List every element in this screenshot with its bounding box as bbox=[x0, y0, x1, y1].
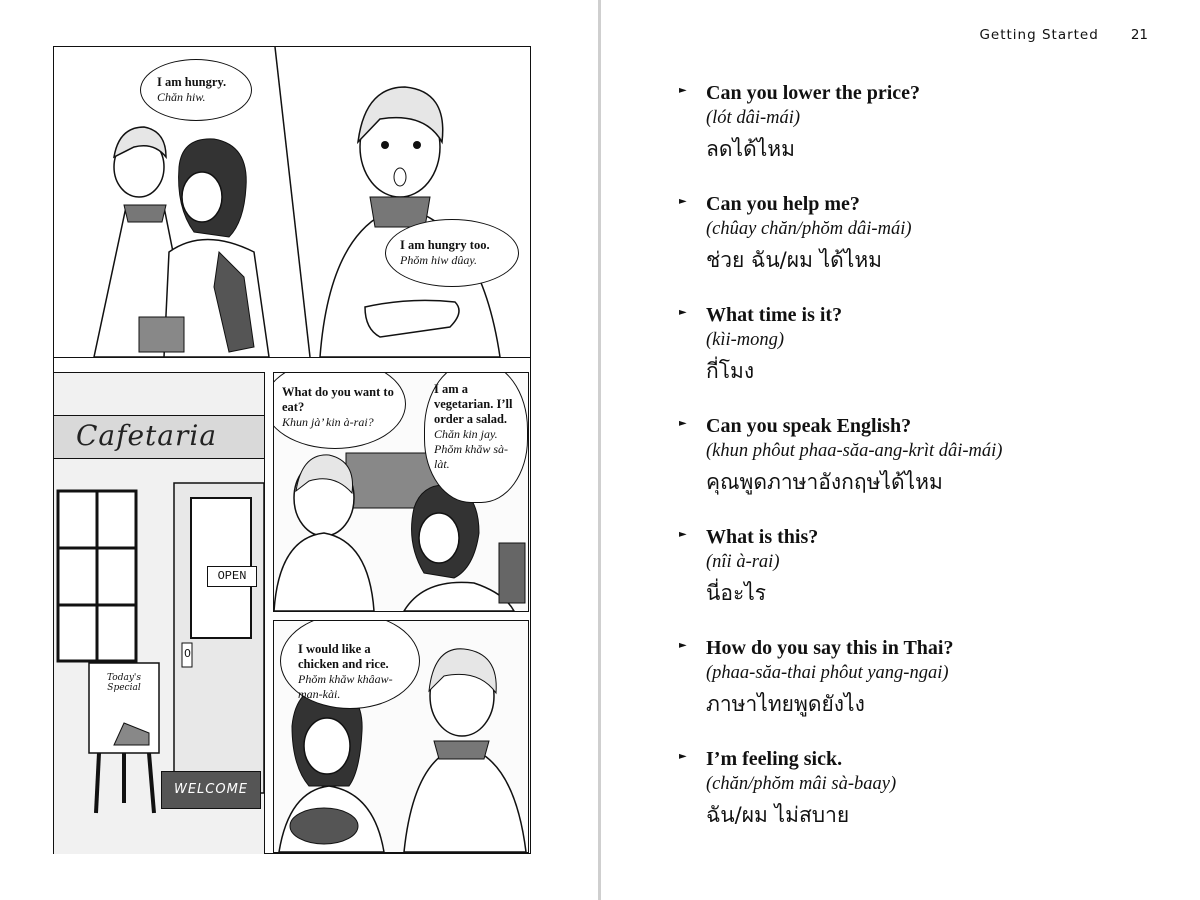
phrase-item bbox=[679, 191, 1179, 302]
bullet-arrow-icon: ► bbox=[679, 307, 687, 318]
bubble-english: I am a vegetarian. I’ll order a salad. bbox=[434, 382, 513, 426]
phrase-thai: ลดได้ไหม bbox=[706, 137, 795, 161]
right-page bbox=[601, 0, 1200, 900]
bubble-transliteration: Chăn kin jay. Phŏm khăw sà-làt. bbox=[434, 427, 508, 471]
phrase-thai: นี่อะไร bbox=[706, 581, 767, 605]
welcome-mat: WELCOME bbox=[161, 771, 261, 809]
bubble-transliteration: Chăn hiw. bbox=[157, 90, 206, 104]
special-board-text: Today's Special bbox=[106, 673, 142, 693]
bubble-english: I am hungry too. bbox=[400, 238, 490, 252]
phrase-transliteration: (nîi à-rai) bbox=[706, 552, 780, 572]
phrase-english: What time is it? bbox=[706, 304, 843, 326]
bullet-arrow-icon: ► bbox=[679, 196, 687, 207]
phrase-english: Can you speak English? bbox=[706, 415, 912, 437]
phrase-thai: ฉัน/ผม ไม่สบาย bbox=[706, 803, 850, 827]
phrase-thai: คุณพูดภาษาอังกฤษได้ไหม bbox=[706, 470, 943, 494]
phrase-item bbox=[679, 635, 1179, 746]
bullet-arrow-icon: ► bbox=[679, 418, 687, 429]
phrase-english: I’m feeling sick. bbox=[706, 748, 843, 770]
phrase-list bbox=[679, 80, 1179, 857]
open-sign: OPEN bbox=[207, 566, 257, 587]
phrase-item bbox=[679, 524, 1179, 635]
phrase-transliteration: (kìi-mong) bbox=[706, 330, 785, 350]
phrase-english: How do you say this in Thai? bbox=[706, 637, 954, 659]
bubble-english: I am hungry. bbox=[157, 75, 227, 89]
phrase-thai: กี่โมง bbox=[706, 359, 755, 383]
phrase-english: Can you help me? bbox=[706, 193, 860, 215]
phrase-item bbox=[679, 302, 1179, 413]
speech-bubble-2 bbox=[385, 219, 519, 287]
phrase-english: Can you lower the price? bbox=[706, 82, 921, 104]
comic-panel-4 bbox=[273, 620, 529, 853]
bullet-arrow-icon: ► bbox=[679, 751, 687, 762]
speech-bubble-5 bbox=[280, 620, 420, 709]
bubble-english: I would like a chicken and rice. bbox=[298, 642, 389, 671]
bullet-arrow-icon: ► bbox=[679, 529, 687, 540]
bullet-arrow-icon: ► bbox=[679, 85, 687, 96]
speech-bubble-4 bbox=[424, 372, 528, 503]
phrase-transliteration: (chûay chăn/phŏm dâi-mái) bbox=[706, 219, 912, 239]
phrase-english: What is this? bbox=[706, 526, 819, 548]
page-number: 21 bbox=[1130, 27, 1148, 43]
phrase-item bbox=[679, 80, 1179, 191]
phrase-transliteration: (chăn/phŏm mâi sà-baay) bbox=[706, 774, 897, 794]
phrase-thai: ภาษาไทยพูดยังไง bbox=[706, 692, 865, 716]
door-number: 0 bbox=[184, 647, 191, 660]
comic-panel-1 bbox=[54, 47, 271, 358]
phrase-item bbox=[679, 413, 1179, 524]
phrase-transliteration: (lót dâi-mái) bbox=[706, 108, 801, 128]
running-header bbox=[979, 27, 1148, 43]
phrase-item bbox=[679, 746, 1179, 857]
cafe-sign-text: Cafetaria bbox=[76, 419, 218, 452]
surprised-man-illustration bbox=[270, 47, 530, 357]
comic-strip bbox=[53, 46, 531, 854]
bullet-arrow-icon: ► bbox=[679, 640, 687, 651]
phrase-transliteration: (khun phôut phaa-săa-ang-krìt dâi-mái) bbox=[706, 441, 1003, 461]
section-title: Getting Started bbox=[979, 27, 1099, 43]
bubble-transliteration: Phŏm hiw dûay. bbox=[400, 253, 477, 267]
comic-panel-2 bbox=[270, 47, 530, 358]
comic-panel-3 bbox=[273, 372, 529, 612]
phrase-transliteration: (phaa-săa-thai phôut yang-ngai) bbox=[706, 663, 949, 683]
bubble-english: What do you want to eat? bbox=[282, 385, 394, 414]
speech-bubble-1 bbox=[140, 59, 252, 121]
bubble-transliteration: Khun jà’ kin à-rai? bbox=[282, 415, 374, 429]
phrase-thai: ช่วย ฉัน/ผม ได้ไหม bbox=[706, 248, 883, 272]
cafe-storefront-panel bbox=[54, 372, 265, 854]
bubble-transliteration: Phŏm khăw khâaw-man-kài. bbox=[298, 672, 393, 701]
